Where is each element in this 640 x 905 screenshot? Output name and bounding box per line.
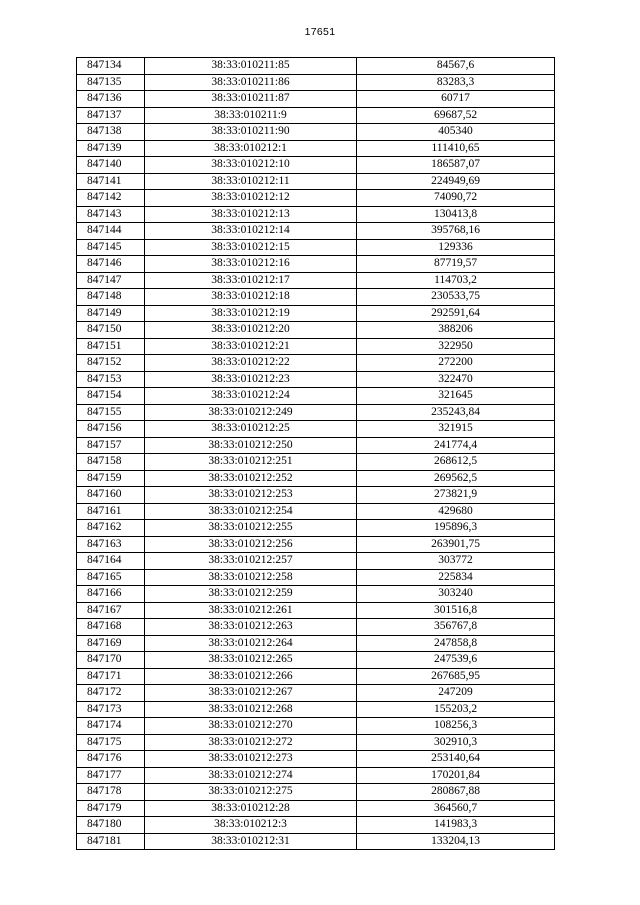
cadastral-number-cell: 38:33:010211:90 xyxy=(145,124,357,141)
cadastral-number-cell: 38:33:010212:21 xyxy=(145,338,357,355)
row-number-cell: 847153 xyxy=(77,371,145,388)
table-row xyxy=(77,190,555,207)
cadastral-number-cell: 38:33:010212:257 xyxy=(145,553,357,570)
cadastral-value-cell: 130413,8 xyxy=(357,206,555,223)
cadastral-number-cell: 38:33:010212:264 xyxy=(145,635,357,652)
row-number-cell: 847134 xyxy=(77,58,145,75)
row-number-cell: 847166 xyxy=(77,586,145,603)
row-number-cell: 847155 xyxy=(77,404,145,421)
row-number-cell: 847148 xyxy=(77,289,145,306)
table-row xyxy=(77,470,555,487)
cadastral-number-cell: 38:33:010212:24 xyxy=(145,388,357,405)
row-number-cell: 847138 xyxy=(77,124,145,141)
table-row xyxy=(77,767,555,784)
cadastral-number-cell: 38:33:010212:267 xyxy=(145,685,357,702)
table-body xyxy=(77,58,555,850)
cadastral-number-cell: 38:33:010212:25 xyxy=(145,421,357,438)
cadastral-value-cell: 83283,3 xyxy=(357,74,555,91)
cadastral-value-cell: 272200 xyxy=(357,355,555,372)
cadastral-value-cell: 247858,8 xyxy=(357,635,555,652)
row-number-cell: 847152 xyxy=(77,355,145,372)
table-row xyxy=(77,371,555,388)
table-row xyxy=(77,619,555,636)
cadastral-value-cell: 301516,8 xyxy=(357,602,555,619)
page-number: 17651 xyxy=(304,26,336,38)
cadastral-number-cell: 38:33:010212:14 xyxy=(145,223,357,240)
cadastral-number-cell: 38:33:010212:20 xyxy=(145,322,357,339)
table-row xyxy=(77,223,555,240)
cadastral-value-cell: 302910,3 xyxy=(357,734,555,751)
table-row xyxy=(77,668,555,685)
table-row xyxy=(77,652,555,669)
table-row xyxy=(77,536,555,553)
row-number-cell: 847136 xyxy=(77,91,145,108)
cadastral-number-cell: 38:33:010212:249 xyxy=(145,404,357,421)
cadastral-value-cell: 170201,84 xyxy=(357,767,555,784)
cadastral-number-cell: 38:33:010212:28 xyxy=(145,800,357,817)
cadastral-value-cell: 111410,65 xyxy=(357,140,555,157)
cadastral-number-cell: 38:33:010212:251 xyxy=(145,454,357,471)
table-row xyxy=(77,569,555,586)
cadastral-value-cell: 241774,4 xyxy=(357,437,555,454)
table-row xyxy=(77,800,555,817)
cadastral-number-cell: 38:33:010211:87 xyxy=(145,91,357,108)
cadastral-value-cell: 60717 xyxy=(357,91,555,108)
cadastral-number-cell: 38:33:010211:85 xyxy=(145,58,357,75)
row-number-cell: 847180 xyxy=(77,817,145,834)
cadastral-value-cell: 321915 xyxy=(357,421,555,438)
cadastral-number-cell: 38:33:010212:16 xyxy=(145,256,357,273)
table-row xyxy=(77,91,555,108)
row-number-cell: 847156 xyxy=(77,421,145,438)
cadastral-value-cell: 253140,64 xyxy=(357,751,555,768)
row-number-cell: 847169 xyxy=(77,635,145,652)
table-row xyxy=(77,586,555,603)
cadastral-number-cell: 38:33:010212:18 xyxy=(145,289,357,306)
table-row xyxy=(77,206,555,223)
cadastral-number-cell: 38:33:010212:266 xyxy=(145,668,357,685)
cadastral-value-cell: 225834 xyxy=(357,569,555,586)
row-number-cell: 847172 xyxy=(77,685,145,702)
row-number-cell: 847146 xyxy=(77,256,145,273)
table-row xyxy=(77,272,555,289)
cadastral-value-cell: 405340 xyxy=(357,124,555,141)
row-number-cell: 847149 xyxy=(77,305,145,322)
table-row xyxy=(77,256,555,273)
table-row xyxy=(77,734,555,751)
table-row xyxy=(77,124,555,141)
cadastral-number-cell: 38:33:010212:23 xyxy=(145,371,357,388)
cadastral-number-cell: 38:33:010212:265 xyxy=(145,652,357,669)
cadastral-number-cell: 38:33:010212:261 xyxy=(145,602,357,619)
table-row xyxy=(77,487,555,504)
row-number-cell: 847160 xyxy=(77,487,145,504)
row-number-cell: 847178 xyxy=(77,784,145,801)
cadastral-value-cell: 247209 xyxy=(357,685,555,702)
cadastral-value-cell: 303240 xyxy=(357,586,555,603)
row-number-cell: 847154 xyxy=(77,388,145,405)
cadastral-value-cell: 195896,3 xyxy=(357,520,555,537)
cadastral-number-cell: 38:33:010212:252 xyxy=(145,470,357,487)
table-row xyxy=(77,454,555,471)
cadastral-value-cell: 321645 xyxy=(357,388,555,405)
cadastral-value-cell: 224949,69 xyxy=(357,173,555,190)
cadastral-number-cell: 38:33:010212:254 xyxy=(145,503,357,520)
table-row xyxy=(77,338,555,355)
table-row xyxy=(77,503,555,520)
cadastral-number-cell: 38:33:010212:275 xyxy=(145,784,357,801)
cadastral-number-cell: 38:33:010212:255 xyxy=(145,520,357,537)
row-number-cell: 847147 xyxy=(77,272,145,289)
row-number-cell: 847164 xyxy=(77,553,145,570)
table-row xyxy=(77,520,555,537)
table-row xyxy=(77,107,555,124)
cadastral-value-cell: 129336 xyxy=(357,239,555,256)
cadastral-value-cell: 155203,2 xyxy=(357,701,555,718)
row-number-cell: 847143 xyxy=(77,206,145,223)
table-row xyxy=(77,685,555,702)
cadastral-value-cell: 87719,57 xyxy=(357,256,555,273)
cadastral-value-cell: 395768,16 xyxy=(357,223,555,240)
row-number-cell: 847177 xyxy=(77,767,145,784)
cadastral-value-cell: 273821,9 xyxy=(357,487,555,504)
row-number-cell: 847150 xyxy=(77,322,145,339)
cadastral-number-cell: 38:33:010211:9 xyxy=(145,107,357,124)
cadastral-number-cell: 38:33:010212:268 xyxy=(145,701,357,718)
table-row xyxy=(77,635,555,652)
row-number-cell: 847145 xyxy=(77,239,145,256)
cadastral-value-cell: 364560,7 xyxy=(357,800,555,817)
row-number-cell: 847159 xyxy=(77,470,145,487)
row-number-cell: 847139 xyxy=(77,140,145,157)
table-row xyxy=(77,173,555,190)
cadastral-number-cell: 38:33:010212:3 xyxy=(145,817,357,834)
cadastral-value-cell: 141983,3 xyxy=(357,817,555,834)
table-row xyxy=(77,833,555,850)
cadastral-number-cell: 38:33:010212:12 xyxy=(145,190,357,207)
cadastral-value-cell: 322950 xyxy=(357,338,555,355)
table-row xyxy=(77,388,555,405)
table-row xyxy=(77,239,555,256)
table-row xyxy=(77,355,555,372)
cadastral-value-cell: 267685,95 xyxy=(357,668,555,685)
cadastral-value-cell: 247539,6 xyxy=(357,652,555,669)
cadastral-value-cell: 74090,72 xyxy=(357,190,555,207)
row-number-cell: 847163 xyxy=(77,536,145,553)
table-row xyxy=(77,602,555,619)
table-row xyxy=(77,751,555,768)
cadastral-value-cell: 303772 xyxy=(357,553,555,570)
row-number-cell: 847171 xyxy=(77,668,145,685)
row-number-cell: 847168 xyxy=(77,619,145,636)
cadastral-number-cell: 38:33:010212:256 xyxy=(145,536,357,553)
table-row xyxy=(77,305,555,322)
row-number-cell: 847176 xyxy=(77,751,145,768)
row-number-cell: 847162 xyxy=(77,520,145,537)
cadastral-number-cell: 38:33:010212:274 xyxy=(145,767,357,784)
cadastral-value-cell: 269562,5 xyxy=(357,470,555,487)
row-number-cell: 847140 xyxy=(77,157,145,174)
row-number-cell: 847181 xyxy=(77,833,145,850)
cadastral-number-cell: 38:33:010212:270 xyxy=(145,718,357,735)
cadastral-value-cell: 292591,64 xyxy=(357,305,555,322)
table-row xyxy=(77,74,555,91)
cadastral-value-cell: 280867,88 xyxy=(357,784,555,801)
table-row xyxy=(77,289,555,306)
table-row xyxy=(77,58,555,75)
cadastral-value-cell: 133204,13 xyxy=(357,833,555,850)
cadastral-value-cell: 429680 xyxy=(357,503,555,520)
cadastral-number-cell: 38:33:010212:259 xyxy=(145,586,357,603)
cadastral-value-cell: 322470 xyxy=(357,371,555,388)
row-number-cell: 847174 xyxy=(77,718,145,735)
row-number-cell: 847144 xyxy=(77,223,145,240)
cadastral-number-cell: 38:33:010211:86 xyxy=(145,74,357,91)
table-row xyxy=(77,701,555,718)
cadastral-number-cell: 38:33:010212:10 xyxy=(145,157,357,174)
table-row xyxy=(77,718,555,735)
table-row xyxy=(77,421,555,438)
row-number-cell: 847161 xyxy=(77,503,145,520)
cadastral-value-cell: 114703,2 xyxy=(357,272,555,289)
cadastral-number-cell: 38:33:010212:258 xyxy=(145,569,357,586)
cadastral-number-cell: 38:33:010212:273 xyxy=(145,751,357,768)
table-row xyxy=(77,553,555,570)
cadastral-number-cell: 38:33:010212:272 xyxy=(145,734,357,751)
table-row xyxy=(77,437,555,454)
table-row xyxy=(77,817,555,834)
cadastral-number-cell: 38:33:010212:31 xyxy=(145,833,357,850)
cadastral-value-cell: 108256,3 xyxy=(357,718,555,735)
row-number-cell: 847157 xyxy=(77,437,145,454)
cadastral-number-cell: 38:33:010212:11 xyxy=(145,173,357,190)
table-row xyxy=(77,322,555,339)
cadastral-number-cell: 38:33:010212:17 xyxy=(145,272,357,289)
cadastral-value-cell: 69687,52 xyxy=(357,107,555,124)
row-number-cell: 847137 xyxy=(77,107,145,124)
row-number-cell: 847151 xyxy=(77,338,145,355)
row-number-cell: 847167 xyxy=(77,602,145,619)
cadastral-value-cell: 263901,75 xyxy=(357,536,555,553)
cadastral-number-cell: 38:33:010212:253 xyxy=(145,487,357,504)
row-number-cell: 847142 xyxy=(77,190,145,207)
row-number-cell: 847135 xyxy=(77,74,145,91)
row-number-cell: 847158 xyxy=(77,454,145,471)
cadastral-number-cell: 38:33:010212:250 xyxy=(145,437,357,454)
cadastral-number-cell: 38:33:010212:1 xyxy=(145,140,357,157)
cadastral-number-cell: 38:33:010212:263 xyxy=(145,619,357,636)
row-number-cell: 847179 xyxy=(77,800,145,817)
cadastral-number-cell: 38:33:010212:15 xyxy=(145,239,357,256)
cadastral-value-cell: 356767,8 xyxy=(357,619,555,636)
cadastral-value-cell: 186587,07 xyxy=(357,157,555,174)
cadastral-value-cell: 268612,5 xyxy=(357,454,555,471)
table-row xyxy=(77,140,555,157)
row-number-cell: 847170 xyxy=(77,652,145,669)
row-number-cell: 847175 xyxy=(77,734,145,751)
row-number-cell: 847173 xyxy=(77,701,145,718)
cadastral-value-cell: 388206 xyxy=(357,322,555,339)
cadastral-value-cell: 84567,6 xyxy=(357,58,555,75)
cadastral-number-cell: 38:33:010212:13 xyxy=(145,206,357,223)
table-row xyxy=(77,157,555,174)
cadastral-number-cell: 38:33:010212:22 xyxy=(145,355,357,372)
cadastral-value-table xyxy=(76,57,555,850)
table-row xyxy=(77,784,555,801)
cadastral-number-cell: 38:33:010212:19 xyxy=(145,305,357,322)
cadastral-value-cell: 230533,75 xyxy=(357,289,555,306)
table-row xyxy=(77,404,555,421)
row-number-cell: 847165 xyxy=(77,569,145,586)
cadastral-value-cell: 235243,84 xyxy=(357,404,555,421)
row-number-cell: 847141 xyxy=(77,173,145,190)
